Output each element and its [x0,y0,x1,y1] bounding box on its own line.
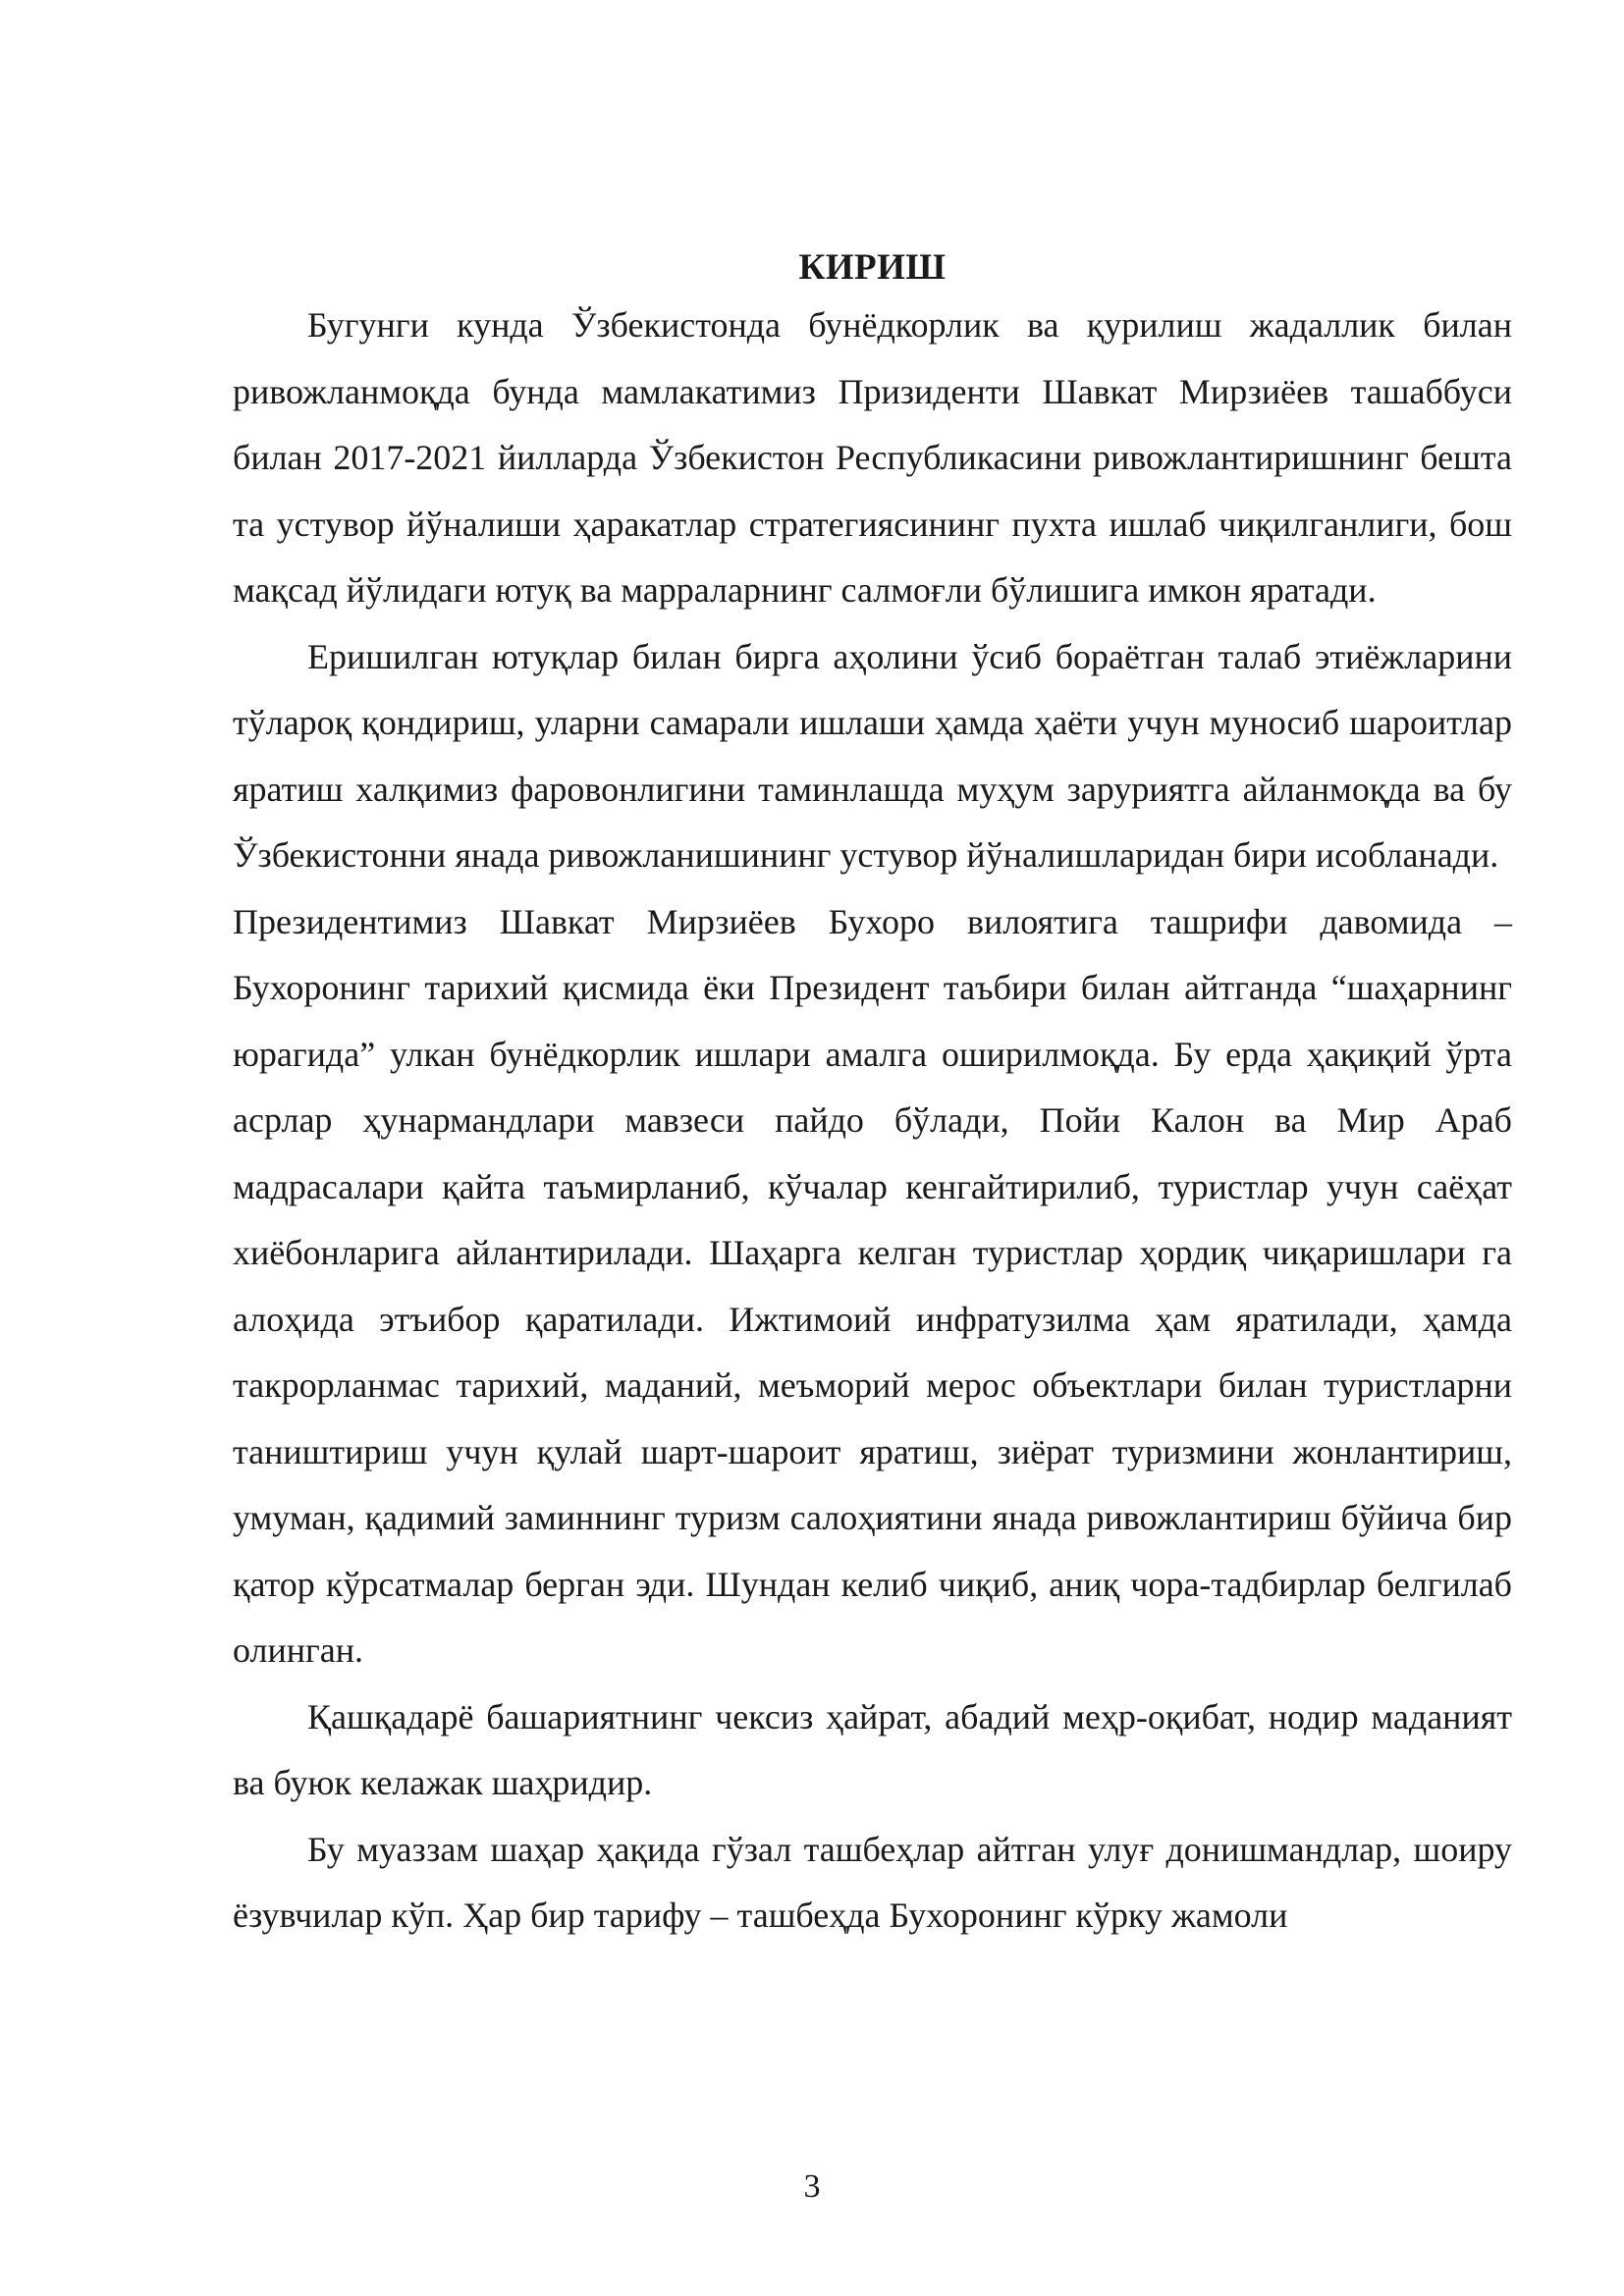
paragraph-2: Еришилган ютуқлар билан бирга аҳолини ўсиб бораётган талаб этиёжларини тўлароқ қондириш, уларни самарали ишлаши ҳамда ҳаёти учун муносиб шароитлар яратиш халқимиз фаровонлигини таминлашда муҳум заруриятга айланмоқда ва бу Ўзбекистонни янада ривожланишининг устувор йўналишларидан бири исобланади. [233,636,1512,875]
paragraph-4: Қашқадарё башариятнинг чексиз ҳайрат, абадий меҳр-оқибат, нодир маданият ва буюк келажак шаҳридир. [233,1696,1512,1802]
paragraph-3: Президентимиз Шавкат Мирзиёев Бухоро вилоятига ташрифи давомида – Бухоронинг тарихий қисмида ёки Президент таъбири билан айтганда “шаҳарнинг юрагида” улкан бунёдкорлик ишлари амалга оширилмоқда. Бу ерда ҳақиқий ўрта асрлар ҳунармандлари мавзеси пайдо бўлади, Пойи Калон ва Мир Араб мадрасалари қайта таъмирланиб, кўчалар кенгайтирилиб, туристлар учун саёҳат хиёбонларига айлантирилади. Шаҳарга келган туристлар ҳордиқ чиқаришлари га алоҳида этъибор қаратилади. Ижтимоий инфратузилма ҳам яратилади, ҳамда такрорланмас тарихий, маданий, меъморий мерос объектлари билан туристларни таништириш учун қулай шарт-шароит яратиш, зиёрат туризмини жонлантириш, умуман, қадимий заминнинг туризм салоҳиятини янада ривожлантириш бўйича бир қатор кўрсатмалар берган эди. Шундан келиб чиқиб, аниқ чора-тадбирлар белгилаб олинган. [233,901,1512,1670]
paragraph-1: Бугунги кунда Ўзбекистонда бунёдкорлик ва қурилиш жадаллик билан ривожланмоқда бунда мамлакатимиз Призиденти Шавкат Мирзиёев ташаббуси билан 2017-2021 йилларда Ўзбекистон Республикасини ривожлантиришнинг бешта та устувор йўналиши ҳаракатлар стратегиясининг пухта ишлаб чиқилганлиги, бош мақсад йўлидаги ютуқ ва марраларнинг салмоғли бўлишига имкон яратади. [233,305,1512,610]
document-page [233,243,1512,1949]
paragraph-5: Бу муаззам шаҳар ҳақида гўзал ташбеҳлар айтган улуғ донишмандлар, шоиру ёзувчилар кўп. Ҳар бир тарифу – ташбеҳда Бухоронинг кўрку жамоли [233,1829,1512,1935]
page-number: 3 [803,2168,821,2205]
section-title: КИРИШ [798,247,947,288]
